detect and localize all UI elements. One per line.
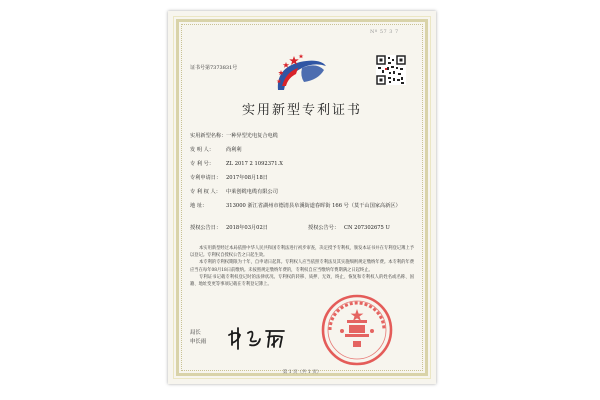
field-utility-model-name <box>190 132 420 139</box>
signatory-name: 申长雨 <box>190 339 207 345</box>
field-label: 授权公告号： <box>308 225 340 231</box>
field-patent-number <box>190 160 420 167</box>
field-value: 2018年03月02日 <box>226 225 268 231</box>
field-label: 专利申请日： <box>190 175 222 181</box>
certificate-number: 证书号第7373831号 <box>190 65 238 71</box>
signature-icon <box>228 325 288 351</box>
field-value: 313000 浙江省湖州市德清县阜溪街道春晖街 166 号（莫干山国家高新区） <box>226 203 401 209</box>
signatory <box>190 329 206 347</box>
field-label: 实用新型名称： <box>190 133 227 139</box>
field-value: 一种异型光电复合电缆 <box>226 133 278 139</box>
field-grant-number <box>308 224 420 231</box>
certificate-title: 实用新型专利证书 <box>241 103 362 118</box>
field-value: 2017年08月18日 <box>226 175 268 181</box>
field-label: 专 利 号： <box>190 161 215 167</box>
field-label: 发 明 人： <box>190 147 215 153</box>
field-inventor <box>190 146 420 153</box>
field-value: ZL 2017 2 1092371.X <box>226 161 283 167</box>
body-paragraph: 专利证书记载专利权登记时的法律状况。专利权的转移、质押、无效、终止、恢复和专利权人的姓名或名称、国籍、地址变更等事项记载在专利登记簿上。 <box>190 274 414 288</box>
field-address <box>190 202 420 209</box>
field-value: 中莱创缆电缆有限公司 <box>226 189 278 195</box>
patent-office-emblem-icon <box>274 52 330 94</box>
patent-certificate <box>168 11 436 384</box>
body-paragraph: 本实用新型经过本局依照中华人民共和国专利法进行初步审查，决定授予专利权，颁发本证书并在专利登记簿上予以登记。专利权自授权公告之日起生效。 <box>190 246 414 259</box>
field-patentee <box>190 188 420 195</box>
page-number: 第 1 页（共 1 页） <box>282 370 322 375</box>
field-label: 地 址： <box>190 203 208 209</box>
official-seal-icon <box>320 293 394 367</box>
serial-number: Nº 57 3 7 <box>370 29 399 35</box>
field-value: CN 207302675 U <box>344 225 390 231</box>
signatory-title: 局长 <box>190 330 201 336</box>
body-paragraph: 本专利的专利权期限为十年，自申请日起算。专利权人应当依照专利法及其实施细则规定缴纳年费。本专利的年费应当在每年08月18日前缴纳。未按照规定缴纳年费的，专利权自应当缴纳年费期满之日起终止。 <box>190 260 414 273</box>
field-label: 授权公告日： <box>190 225 222 231</box>
field-label: 专 利 权 人： <box>190 189 221 195</box>
field-application-date <box>190 174 420 181</box>
qr-code-icon <box>376 55 406 85</box>
certificate-body-text <box>190 245 414 288</box>
field-value: 尚利利 <box>226 147 242 153</box>
